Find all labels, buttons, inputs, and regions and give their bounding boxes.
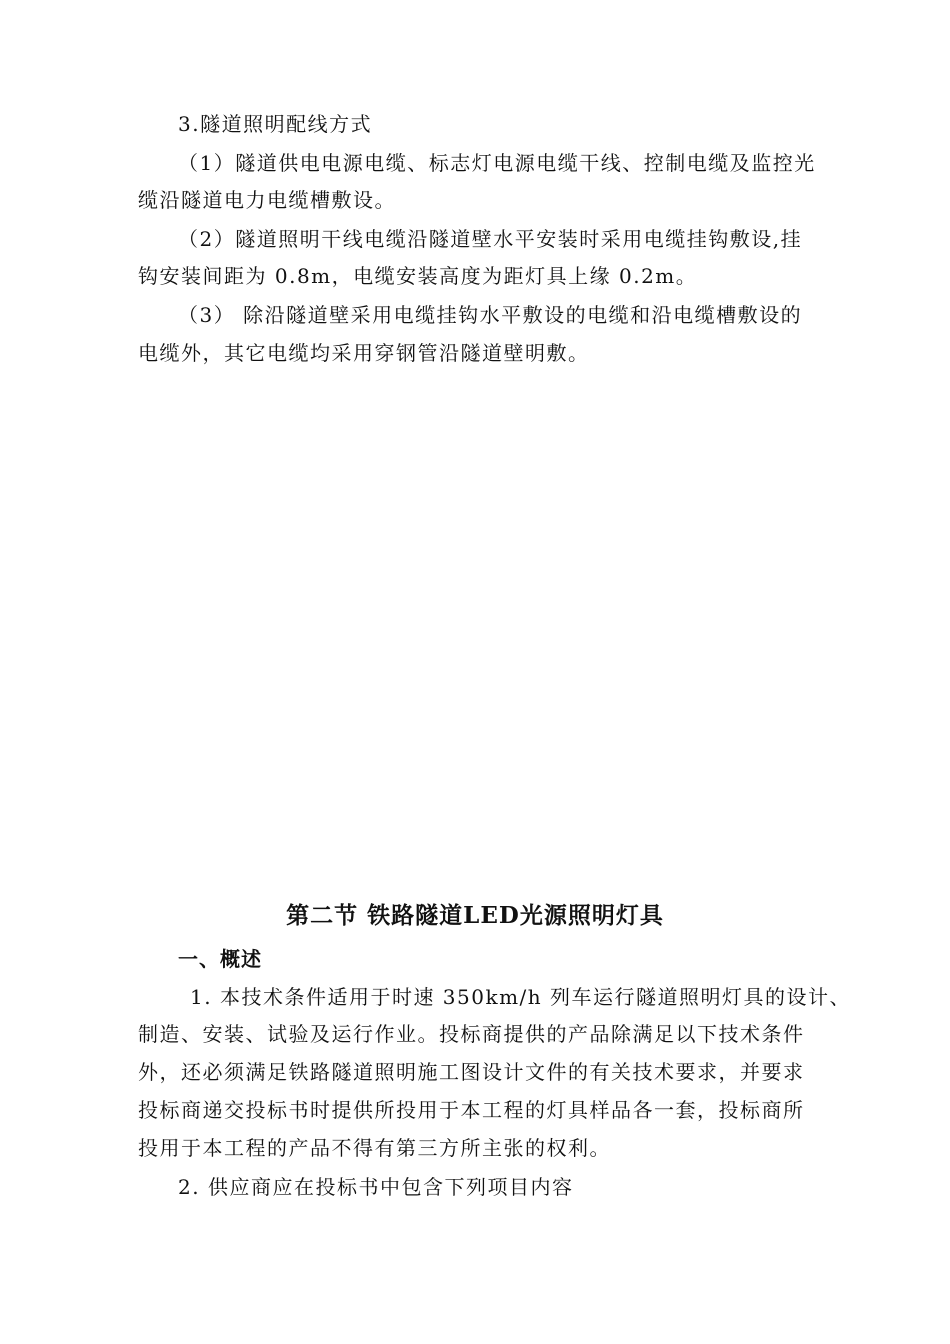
item-3-line-2: 电缆外，其它电缆均采用穿钢管沿隧道壁明敷。 xyxy=(138,341,590,365)
item-1-line-1: （1）隧道供电电源电缆、标志灯电源电缆干线、控制电缆及监控光 xyxy=(178,151,816,175)
para-1-line-2: 制造、安装、试验及运行作业。投标商提供的产品除满足以下技术条件 xyxy=(138,1022,805,1046)
para-1-line-3: 外，还必须满足铁路隧道照明施工图设计文件的有关技术要求，并要求 xyxy=(138,1060,805,1084)
item-2-line-2: 钩安装间距为 0.8m，电缆安装高度为距灯具上缘 0.2m。 xyxy=(138,264,698,288)
para-1-line-4: 投标商递交投标书时提供所投用于本工程的灯具样品各一套，投标商所 xyxy=(138,1098,805,1122)
para-1-line-5: 投用于本工程的产品不得有第三方所主张的权利。 xyxy=(138,1136,611,1160)
item-3-line-1: （3） 除沿隧道壁采用电缆挂钩水平敷设的电缆和沿电缆槽敷设的 xyxy=(178,303,803,327)
overview-subheading: 一、概述 xyxy=(178,947,262,971)
para-2: 2. 供应商应在投标书中包含下列项目内容 xyxy=(178,1175,574,1199)
para-1-line-1: 1. 本技术条件适用于时速 350km/h 列车运行隧道照明灯具的设计、 xyxy=(190,985,852,1009)
wiring-method-heading: 3.隧道照明配线方式 xyxy=(178,112,373,136)
section-title: 第二节 铁路隧道LED光源照明灯具 xyxy=(286,902,664,929)
item-1-line-2: 缆沿隧道电力电缆槽敷设。 xyxy=(138,188,396,212)
item-2-line-1: （2）隧道照明干线电缆沿隧道壁水平安装时采用电缆挂钩敷设,挂 xyxy=(178,227,803,251)
